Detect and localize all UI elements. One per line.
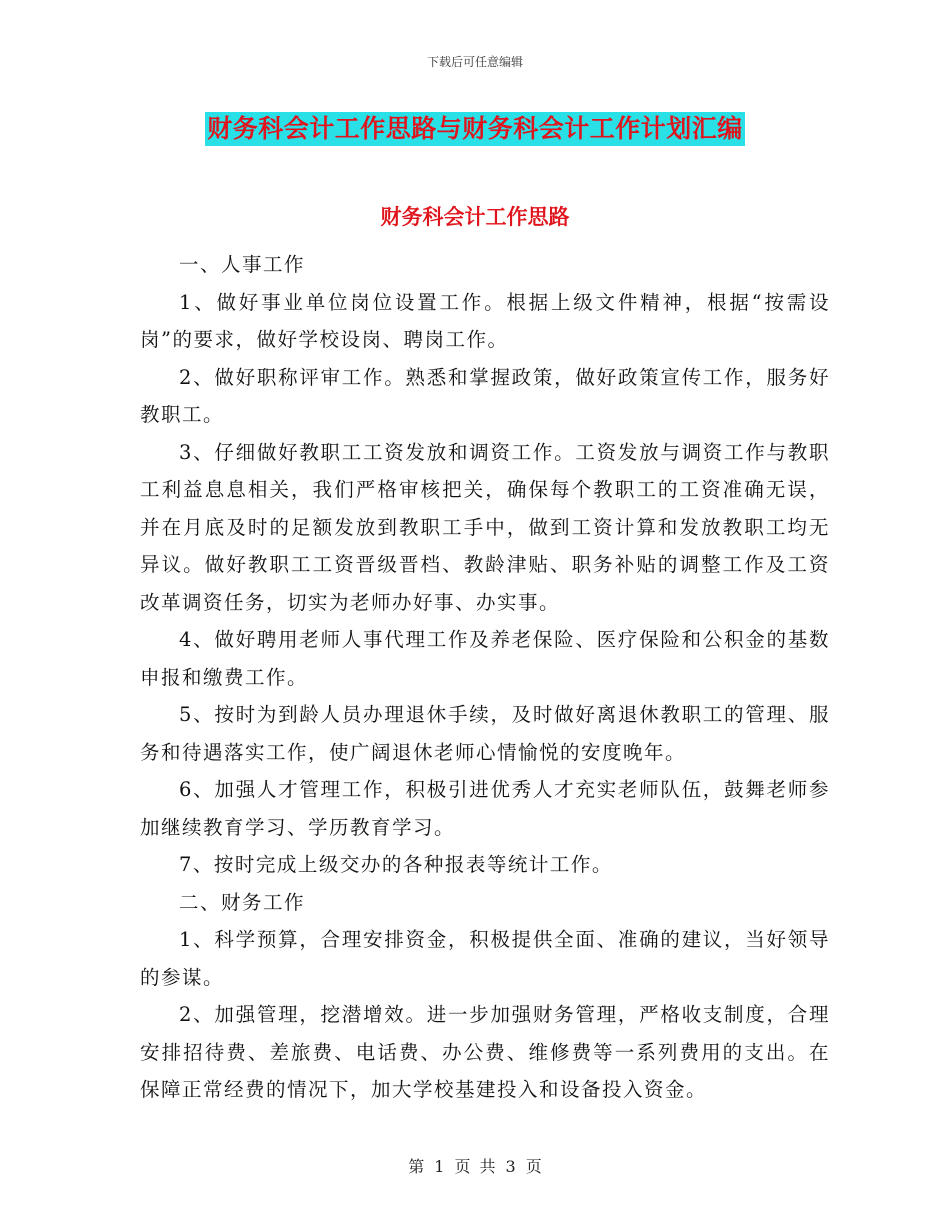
paragraph: 6、加强人才管理工作，积极引进优秀人才充实老师队伍，鼓舞老师参加继续教育学习、学历教育学习。: [140, 778, 830, 839]
footer-middle: 页 共: [454, 1157, 496, 1176]
document-title-container: [0, 112, 950, 146]
paragraph: 5、按时为到龄人员办理退休手续，及时做好离退休教职工的管理、服务和待遇落实工作，使广阔退休老师心情愉悦的安度晚年。: [140, 703, 830, 764]
footer-suffix: 页: [525, 1157, 542, 1176]
current-page-number: 1: [434, 1157, 445, 1176]
total-page-count: 3: [505, 1157, 516, 1176]
document-body: [140, 246, 830, 1109]
paragraph: 3、仔细做好教职工工资发放和调资工作。工资发放与调资工作与教职工利益息息相关，我们严格审核把关，确保每个教职工的工资准确无误，并在月底及时的足额发放到教职工手中，做到工资计算和发放教职工均无异议。做好教职工工资晋级晋档、教龄津贴、职务补贴的调整工作及工资改革调资任务，切实为老师办好事、办实事。: [140, 440, 830, 614]
paragraph: 1、科学预算，合理安排资金，积极提供全面、准确的建议，当好领导的参谋。: [140, 928, 830, 989]
paragraph: 1、做好事业单位岗位设置工作。根据上级文件精神，根据“按需设岗”的要求，做好学校设岗、聘岗工作。: [140, 290, 830, 351]
document-title: 财务科会计工作思路与财务科会计工作计划汇编: [205, 112, 745, 146]
paragraph: 7、按时完成上级交办的各种报表等统计工作。: [179, 853, 613, 876]
header-note: 下载后可任意编辑: [426, 55, 523, 69]
paragraph-heading-finance: 二、财务工作: [179, 890, 306, 914]
paragraph: 2、加强管理，挖潜增效。进一步加强财务管理，严格收支制度，合理安排招待费、差旅费、电话费、办公费、维修费等一系列费用的支出。在保障正常经费的情况下，加大学校基建投入和设备投入资金。: [140, 1003, 830, 1101]
paragraph: 4、做好聘用老师人事代理工作及养老保险、医疗保险和公积金的基数申报和缴费工作。: [140, 628, 830, 689]
footer-prefix: 第: [408, 1157, 425, 1176]
page-number-footer: [0, 1154, 950, 1177]
section-title: 财务科会计工作思路: [380, 204, 570, 229]
paragraph: 2、做好职称评审工作。熟悉和掌握政策，做好政策宣传工作，服务好教职工。: [140, 365, 830, 426]
paragraph-heading-personnel: 一、人事工作: [179, 253, 306, 276]
